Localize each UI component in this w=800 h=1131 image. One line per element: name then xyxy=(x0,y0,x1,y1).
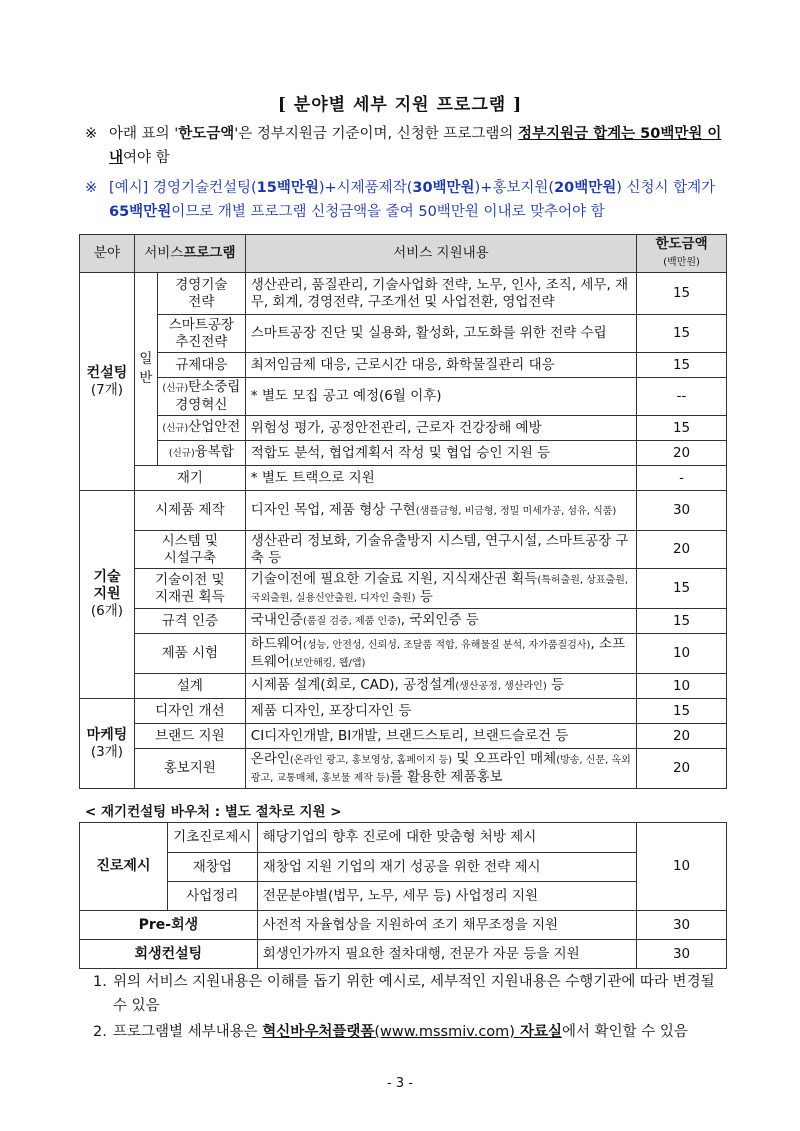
table-row: 규격 인증 국내인증(품질 검증, 제품 인증), 국외인증 등 15 xyxy=(80,609,727,634)
table-row: 기술이전 및 지재권 획득 기술이전에 필요한 기술료 지원, 지식재산권 획득(특허출원, 상표출원, 국외출원, 실용신안출원, 디자인 출원) 등 15 xyxy=(80,569,727,609)
footnote-2: 2. 프로그램별 세부내용은 혁신바우처플랫폼(www.mssmiv.com) 자료실에서 확인할 수 있음 xyxy=(93,1024,688,1040)
header-content: 서비스 지원내용 xyxy=(245,235,636,273)
table-row: (신규)탄소중립 경영혁신 * 별도 모집 공고 예정(6월 이후) -- xyxy=(80,378,727,416)
footnote-1: 1. 위의 서비스 지원내용은 이해를 돕기 위한 예시로, 세부적인 지원내용은 수행기관에 따라 변경될 수 있음 xyxy=(93,974,715,1014)
general-label: 일 반 xyxy=(134,273,157,466)
program-table xyxy=(79,234,727,789)
category-tech: 기술 지원 (6개) xyxy=(80,491,135,699)
platform-link[interactable]: 혁신바우처플랫폼(www.mssmiv.com) 자료실 xyxy=(262,1024,563,1040)
table-row: 재창업 재창업 지원 기업의 재기 성공을 위한 전략 제시 xyxy=(80,853,727,882)
table-row: 시스템 및 시설구축 생산관리 정보화, 기술유출방지 시스템, 연구시설, 스마트공장 구축 등 20 xyxy=(80,531,727,569)
page-number: - 3 - xyxy=(387,1076,413,1091)
note-limit: ※ 아래 표의 '한도금액'은 정부지원금 기준이며, 신청한 프로그램의 정부지원금 합계는 50백만원 이내여야 함 xyxy=(85,126,722,166)
table-row: 규제대응 최저임금제 대응, 근로시간 대응, 화학물질관리 대응 15 xyxy=(80,353,727,378)
table-row: 스마트공장 추진전략 스마트공장 진단 및 실용화, 활성화, 고도화를 위한 전략 수립 15 xyxy=(80,315,727,353)
table-row: 제품 시험 하드웨어(성능, 안전성, 신뢰성, 조달품 적합, 유해물질 분석, 자가품질검사), 소프트웨어(보안해킹, 웹/앱) 10 xyxy=(80,634,727,674)
category-consulting: 컨설팅 (7개) xyxy=(80,273,135,491)
category-marketing: 마케팅 (3개) xyxy=(80,699,135,789)
voucher-table xyxy=(79,822,727,969)
header-limit: 한도금액 (백만원) xyxy=(637,235,727,273)
table-row: (신규)산업안전 위험성 평가, 공정안전관리, 근로자 건강장해 예방 15 xyxy=(80,416,727,441)
header-field: 분야 xyxy=(80,235,135,273)
table-row: 설계 시제품 설계(회로, CAD), 공정설계(생산공정, 생산라인) 등 10 xyxy=(80,674,727,699)
category-career: 진로제시 xyxy=(80,823,168,911)
table-row: 홍보지원 온라인(온라인 광고, 홍보영상, 홈페이지 등) 및 오프라인 매체(방송, 신문, 옥외광고, 교통매체, 홍보물 제작 등)를 활용한 제품홍보 20 xyxy=(80,749,727,789)
page-title: [ 분야별 세부 지원 프로그램 ] xyxy=(277,95,523,115)
table-row: 마케팅 (3개) 디자인 개선 제품 디자인, 포장디자인 등 15 xyxy=(80,699,727,724)
table-row: 브랜드 지원 CI디자인개발, BI개발, 브랜드스토리, 브랜드슬로건 등 20 xyxy=(80,724,727,749)
voucher-heading: < 재기컨설팅 바우처 : 별도 절차로 지원 > xyxy=(85,804,342,820)
table-row: (신규)융복합 적합도 분석, 협업계획서 작성 및 협업 승인 지원 등 20 xyxy=(80,441,727,466)
header-service: 서비스프로그램 xyxy=(134,235,245,273)
table-header-row xyxy=(80,235,727,273)
table-row: 회생컨설팅 회생인가까지 필요한 절차대행, 전문가 자문 등을 지원 30 xyxy=(80,940,727,969)
table-row: 사업정리 전문분야별(법무, 노무, 세무 등) 사업정리 지원 xyxy=(80,882,727,911)
table-row: Pre-회생 사전적 자율협상을 지원하여 조기 채무조정을 지원 30 xyxy=(80,911,727,940)
table-row: 컨설팅 (7개) 일 반 경영기술 전략 생산관리, 품질관리, 기술사업화 전략, 노무, 인사, 조직, 세무, 재무, 회계, 경영전략, 구조개선 및 사업전환, 영업전략 15 xyxy=(80,273,727,315)
table-row: 기술 지원 (6개) 시제품 제작 디자인 목업, 제품 형상 구현(샘플금형, 비금형, 정밀 미세가공, 섬유, 식품) 30 xyxy=(80,491,727,531)
note-example: ※ [예시] 경영기술컨설팅(15백만원)+시제품제작(30백만원)+홍보지원(20백만원) 신청시 합계가 65백만원이므로 개별 프로그램 신청금액을 줄여 50백만원 이내로 맞추어야 함 xyxy=(85,180,716,220)
table-row: 진로제시 기초진로제시 해당기업의 향후 진로에 대한 맞춤형 처방 제시 10 xyxy=(80,823,727,853)
table-row: 재기 * 별도 트랙으로 지원 - xyxy=(80,466,727,491)
